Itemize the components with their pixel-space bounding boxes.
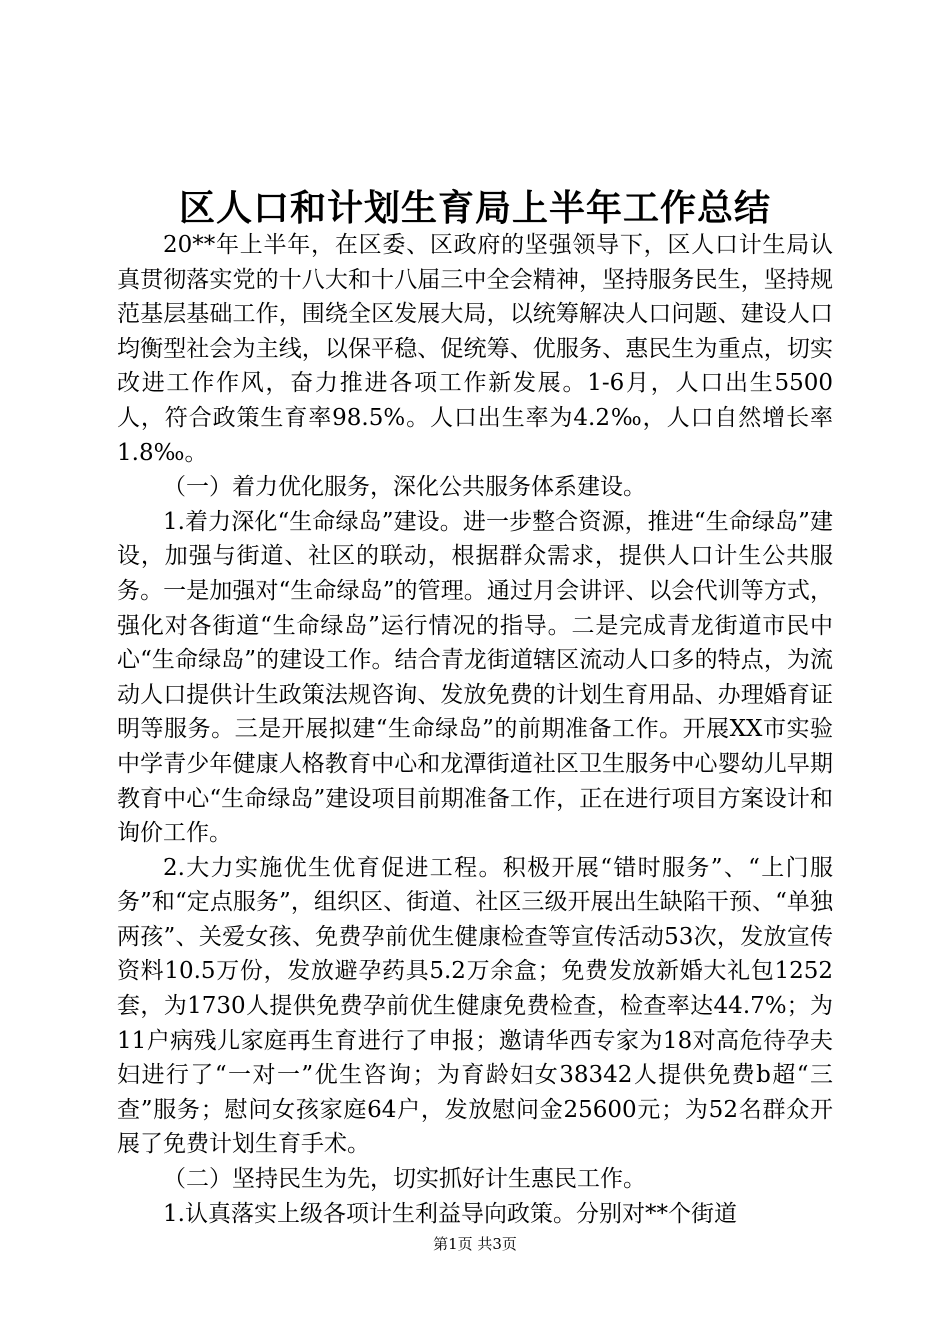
- document-body: [117, 228, 833, 1231]
- page-footer: 第1页 共3页: [433, 1235, 517, 1253]
- section-heading-1: （一）着力优化服务，深化公共服务体系建设。: [163, 474, 646, 501]
- paragraph-item-1-2: 2.大力实施优生优育促进工程。积极开展“错时服务”、“上门服务”和“定点服务”，组织区、街道、社区三级开展出生缺陷干预、“单独两孩”、关爱女孩、免费孕前优生健康检查等宣传活动53次，发放宣传资料10.5万份，发放避孕药具5.2万余盒；免费发放新婚大礼包1252套，为1730人提供免费孕前优生健康免费检查，检查率达44.7%；为11户病残儿家庭再生育进行了申报；邀请华西专家为18对高危待孕夫妇进行了“一对一”优生咨询；为育龄妇女38342人提供免费b超“三查”服务；慰问女孩家庭64户，发放慰问金25600元；为52名群众开展了免费计划生育手术。: [117, 854, 833, 1158]
- document-title: 区人口和计划生育局上半年工作总结: [178, 187, 771, 229]
- paragraph-intro: 20**年上半年，在区委、区政府的坚强领导下，区人口计生局认真贯彻落实党的十八大和十八届三中全会精神，坚持服务民生，坚持规范基层基础工作，围绕全区发展大局，以统筹解决人口问题、建设人口均衡型社会为主线，以保平稳、促统筹、优服务、惠民生为重点，切实改进工作作风，奋力推进各项工作新发展。1-6月，人口出生5500人，符合政策生育率98.5%。人口出生率为4.2‰，人口自然增长率1.8‰。: [117, 232, 833, 466]
- paragraph-item-2-1: 1.认真落实上级各项计生利益导向政策。分别对**个街道: [163, 1200, 737, 1227]
- paragraph-item-1-1: 1.着力深化“生命绿岛”建设。进一步整合资源，推进“生命绿岛”建设，加强与街道、社区的联动，根据群众需求，提供人口计生公共服务。一是加强对“生命绿岛”的管理。通过月会讲评、以会代训等方式，强化对各街道“生命绿岛”运行情况的指导。二是完成青龙街道市民中心“生命绿岛”的建设工作。结合青龙街道辖区流动人口多的特点，为流动人口提供计生政策法规咨询、发放免费的计划生育用品、办理婚育证明等服务。三是开展拟建“生命绿岛”的前期准备工作。开展XX市实验中学青少年健康人格教育中心和龙潭街道社区卫生服务中心婴幼儿早期教育中心“生命绿岛”建设项目前期准备工作，正在进行项目方案设计和询价工作。: [117, 508, 833, 847]
- section-heading-2: （二）坚持民生为先，切实抓好计生惠民工作。: [163, 1166, 646, 1193]
